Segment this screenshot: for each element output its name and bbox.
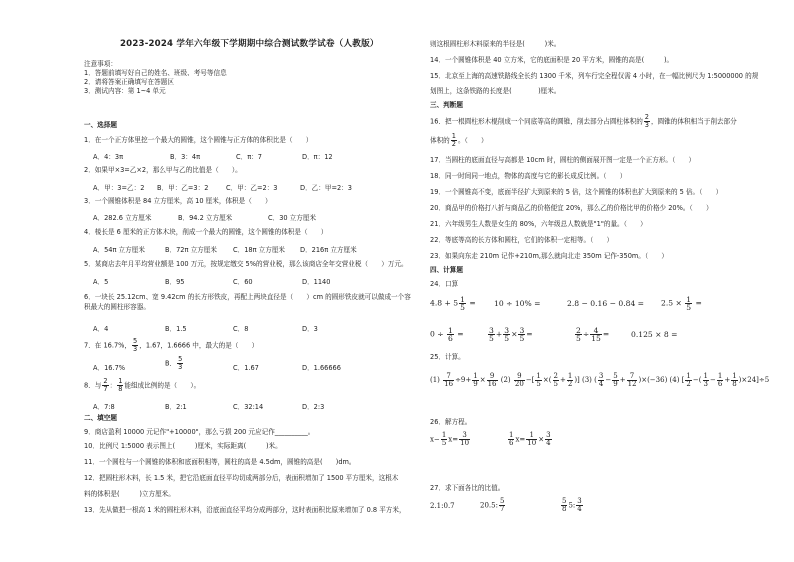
oral-calc-7: $\frac{2}{5}$ ÷ $\frac{4}{15}$ = xyxy=(576,326,610,343)
option: B．3：4π xyxy=(170,153,201,161)
question-13: 13．先从做把一根高 1 米的圆柱形木料，沿底面直径平均分成两部分，这时表面积比原来增加了 0.8 平方米， xyxy=(84,506,406,514)
question-18: 18．同一时间同一地点，物体的高度与它的影长成反比例。（ ） xyxy=(430,172,627,180)
option: D．2:3 xyxy=(302,403,325,411)
question-7: 7．在 16.7%， $\frac{5}{3}$ ，1.67，1.6666 中，最大的是（ ） xyxy=(84,337,259,353)
question-12-cont: 料的体积是( )立方厘米。 xyxy=(84,490,175,498)
notice-item: 1．答题前填写好自己的姓名、班级、考号等信息 xyxy=(84,69,227,77)
option: C．32:14 xyxy=(233,403,264,411)
section-choice-heading: 一、选择题 xyxy=(84,121,117,129)
question-23: 23．如果向东走 210m 记作+210m,那么就向北走 350m 记作-350m。（ ） xyxy=(430,252,668,260)
notice-item: 2．请将答案正确填写在答题区 xyxy=(84,78,174,86)
oral-calc-5: 0 ÷ $\frac{1}{6}$ = xyxy=(430,326,464,343)
option: C．π：7 xyxy=(236,153,262,161)
option: D．216π 立方厘米 xyxy=(300,246,357,254)
question-27: 27．求下面各比的比值。 xyxy=(430,484,505,492)
section-calc-heading: 四、计算题 xyxy=(430,266,463,274)
question-6: 6．一块长 25.12cm、宽 9.42cm 的长方形铁皮，再配上两块直径是（ ）cm 的圆形铁皮就可以做成一个容积最大的圆柱形容器。 xyxy=(84,293,411,311)
option: A．5 xyxy=(93,278,109,286)
question-11: 11．一个圆柱与一个圆锥的体积和底面积相等，圆柱的高是 4.5dm，圆锥的高是( )dm。 xyxy=(84,458,356,466)
option: D．π：12 xyxy=(302,153,333,161)
option: A．4：3π xyxy=(93,153,124,161)
option: A．7:8 xyxy=(93,403,115,411)
notice-heading: 注意事项： xyxy=(84,60,117,68)
option: C．30 立方厘米 xyxy=(268,214,317,222)
question-24: 24．口算 xyxy=(430,280,459,288)
question-20: 20．商品甲的价格打八折与商品乙的价格便宜 20%，那么乙的价格比甲的价格少 20%。（ ） xyxy=(430,204,713,212)
oral-calc-2: 10 ÷ 10% = xyxy=(494,299,541,308)
option: C．60 xyxy=(233,278,253,286)
question-19: 19．一个圆锥高不变，底面半径扩大到原来的 5 倍，这个圆锥的体积也扩大到原来的 5 倍。（ ） xyxy=(430,188,723,196)
option: B．甲：乙=3：2 xyxy=(157,184,209,192)
question-21: 21．六年级男生人数是女生的 80%，六年级总人数就是"1"的量。（ ） xyxy=(430,220,647,228)
question-10: 10．比例尺 1:5000 表示图上( )厘米，实际距离( )米。 xyxy=(84,442,282,450)
option: B．95 xyxy=(165,278,185,286)
question-3: 3．一个圆锥体积是 84 立方厘米，高 10 厘米，体积是（ ） xyxy=(84,197,272,205)
exam-title: 2023-2024 学年六年级下学期期中综合测试数学试卷（人教版） xyxy=(120,39,379,49)
question-25: 25．计算。 xyxy=(430,353,465,361)
question-14: 14．一个圆锥体积是 40 立方米，它的底面积是 20 平方米，圆锥的高是( )。 xyxy=(430,56,674,64)
option: D．1140 xyxy=(302,278,331,286)
question-17: 17．当圆柱的底面直径与高都是 10cm 时，圆柱的侧面展开图一定是一个正方形。（ ） xyxy=(430,156,696,164)
ratio-1: 2.1:0.7 xyxy=(430,502,455,510)
question-9: 9．商店盈利 10000 元记作"+10000"，那么亏损 200 元应记作__________。 xyxy=(84,428,315,436)
option: D．1.66666 xyxy=(302,364,341,372)
question-15-cont: 划图上，这条铁路的长度是( )厘米。 xyxy=(430,87,561,95)
option: C．甲：乙=2：3 xyxy=(226,184,278,192)
option: C．8 xyxy=(233,325,249,333)
question-15: 15．北京至上海的高速铁路线全长约 1300 千米，列车行完全程仅需 4 小时，在一幅比例尺为 1:5000000 的规 xyxy=(430,72,759,80)
ratio-3: $\frac{5}{8}$ 5: $\frac{3}{4}$ xyxy=(562,497,582,513)
option: C．1.67 xyxy=(233,364,259,372)
option: A．282.6 立方厘米 xyxy=(93,214,152,222)
question-13-cont: 则这根圆柱形木料原来的半径是( )米。 xyxy=(430,40,561,48)
option: B．72π 立方厘米 xyxy=(165,246,217,254)
question-1: 1．在一个正方体里挖一个最大的圆锥，这个圆锥与正方体的体积比是（ ） xyxy=(84,136,313,144)
calc-expressions: (1) $\frac{7}{16}$ ÷9+ $\frac{1}{9}$ × $\frac{9}{16}$ (2) $\frac{9}{20}$ −[ $\frac{1}{5}$ ×( $\frac{2}{5}$ + $\frac{1}{2}$ )] (3) ( $\frac{3}{4}$ − $\frac{5}{9}$ + $\frac{7}{12}$ )×(−36) (4) [ $\frac{1}{2}$ −( $\frac{1}{3}$ − $\frac{1}{6}$ + $\frac{1}{8}$ )×24]÷5 xyxy=(430,371,770,388)
question-8: 8．与 $\frac{2}{7}$ ： $\frac{1}{8}$ 能组成比例的是（ ）。 xyxy=(84,377,201,393)
oral-calc-1: 4.8 + 5 $\frac{1}{5}$ = xyxy=(430,295,476,312)
option: A．4 xyxy=(93,325,109,333)
option: A．54π 立方厘米 xyxy=(93,246,145,254)
option: B．1.5 xyxy=(165,325,187,333)
section-fill-heading: 二、填空题 xyxy=(84,414,117,422)
question-16-cont: 体积的 $\frac{1}{2}$ 。（ ） xyxy=(430,132,488,148)
question-22: 22．等底等高的长方体和圆柱，它们的体积一定相等。（ ） xyxy=(430,236,614,244)
option: B．94.2 立方厘米 xyxy=(178,214,233,222)
notice-item: 3．测试内容：第 1~4 单元 xyxy=(84,87,166,95)
option: C．18π 立方厘米 xyxy=(233,246,286,254)
fraction: $\frac{5}{3}$ xyxy=(133,337,138,353)
option: D．乙：甲=2：3 xyxy=(300,184,352,192)
option-fraction: B． $\frac{5}{3}$ xyxy=(165,355,183,371)
option: B．2:1 xyxy=(165,403,187,411)
oral-calc-8: 0.125 × 8 = xyxy=(631,330,678,339)
oral-calc-6: $\frac{3}{5}$ + $\frac{3}{5}$ × $\frac{3}{5}$ = xyxy=(489,326,533,343)
question-2: 2．如果甲×3=乙×2，那么甲与乙的比值是（ ）。 xyxy=(84,166,242,174)
question-26: 26．解方程。 xyxy=(430,418,472,426)
equation-2: $\frac{1}{6}$ x= $\frac{1}{10}$ × $\frac{3}{4}$ xyxy=(509,431,551,447)
question-12: 12．把圆柱形木料，长 1.5 米，把它沿底面直径平均切成两部分后，表面积增加了 1500 平方厘米，这根木 xyxy=(84,474,399,482)
question-5: 5．某商店去年月平均营业额是 100 万元，按规定缴交 5%的营业税，那么该商店全年交营业税（ ）万元。 xyxy=(84,260,408,268)
oral-calc-4: 2.5 × $\frac{1}{5}$ = xyxy=(661,295,702,312)
question-4: 4．棱长是 6 厘米的正方体木块，削成一个最大的圆锥，这个圆锥的体积是（ ） xyxy=(84,228,328,236)
question-16: 16．把一根圆柱形木棍削成一个同底等高的圆锥，削去部分占圆柱体积的 $\frac{2}{3}$ ，圆锥的体积相当于削去部分 xyxy=(430,113,737,129)
section-judge-heading: 三、判断题 xyxy=(430,101,463,109)
option: A．甲：3=乙：2 xyxy=(93,184,145,192)
equation-1: x− $\frac{1}{5}$ x= $\frac{3}{10}$ xyxy=(430,431,470,447)
oral-calc-3: 2.8 − 0.16 − 0.84 = xyxy=(567,299,645,308)
ratio-2: 20.5: $\frac{5}{7}$ xyxy=(480,497,505,513)
option: D．3 xyxy=(302,325,318,333)
option: A．16.7% xyxy=(93,364,126,372)
